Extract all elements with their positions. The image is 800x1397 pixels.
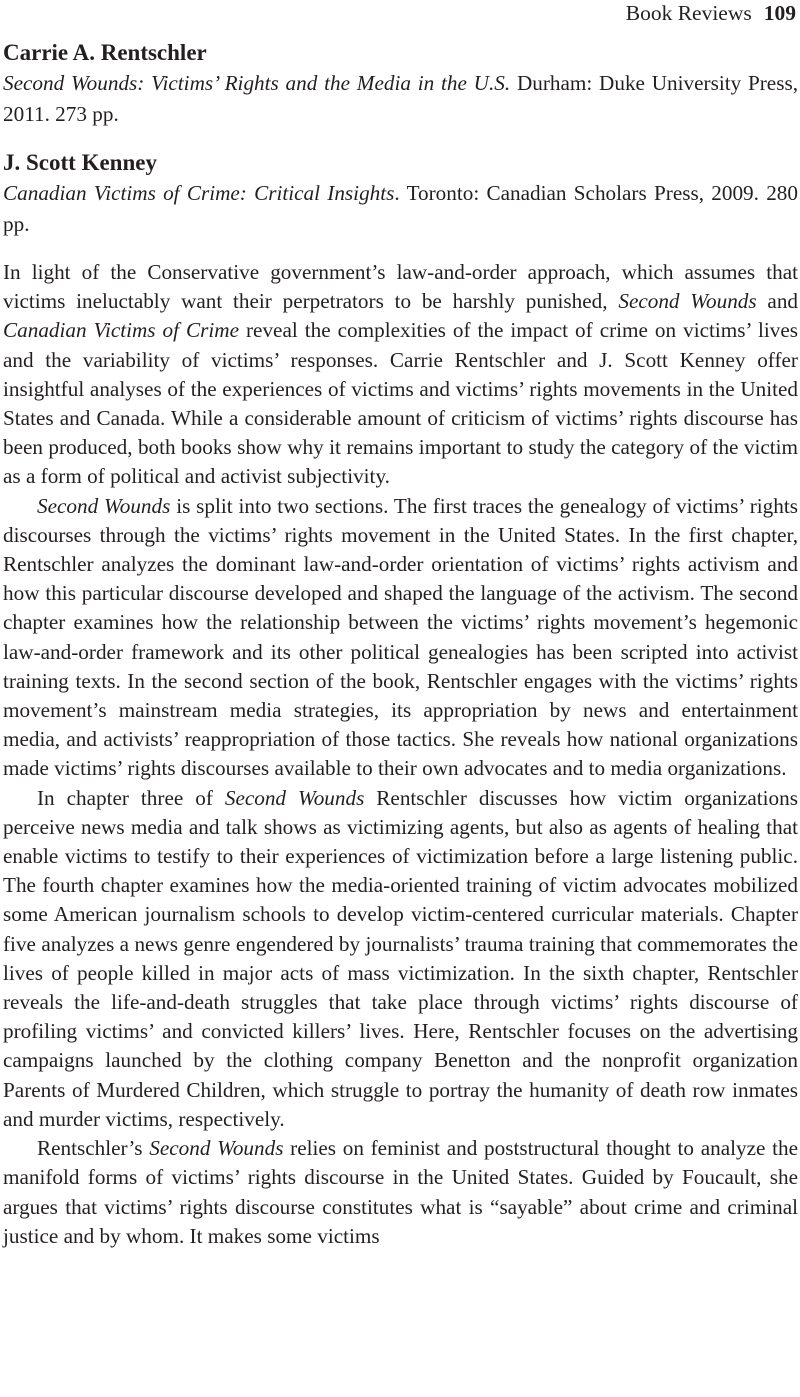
book-title: Canadian Victims of Crime: Critical Insights: [3, 181, 395, 205]
running-header-section: Book Reviews: [625, 1, 752, 25]
book-author: Carrie A. Rentschler: [3, 40, 207, 65]
running-header: [626, 0, 796, 26]
body-paragraph: [3, 784, 798, 1134]
book-entry-rentschler: [3, 38, 798, 130]
italic-book-title: Second Wounds: [149, 1136, 284, 1161]
text-run: and: [756, 289, 799, 314]
body-paragraph: [3, 258, 798, 492]
page-number: 109: [763, 1, 796, 25]
book-citation: [3, 68, 798, 130]
text-run: Rentschler discusses how victim organizations perceive news media and talk shows as victimizing agents, but also as agents of healing that enable victims to testify to their experiences of victimization before a large listening public. The fourth chapter examines how the media-oriented training of victim advocates mobilized some American journalism schools to develop victim-centered curricular materials. Chapter five analyzes a news genre engendered by journalists’ trauma training that commemorates the lives of people killed in major acts of mass victimization. In the sixth chapter, Rentschler reveals the life-and-death struggles that take place through victims’ rights discourse of profiling victims’ and convicted killers’ lives. Here, Rentschler focuses on the advertising campaigns launched by the clothing company Benetton and the nonprofit organization Parents of Murdered Children, which struggle to portray the humanity of death row inmates and murder victims, respectively.: [3, 785, 798, 1131]
text-run: reveal the complexities of the impact of crime on victims’ lives and the variability of victims’ responses. Carrie Rentschler and J. Scott Kenney offer insightful analyses of the experiences of victims and victims’ rights movements in the United States and Canada. While a considerable amount of criticism of victims’ rights discourse has been produced, both books show why it remains important to study the category of the victim as a form of political and activist subjectivity.: [3, 318, 798, 489]
italic-book-title: Second Wounds: [37, 493, 171, 518]
text-run: is split into two sections. The first traces the genealogy of victims’ rights discourses through the victims’ rights movement in the United States. In the first chapter, Rentschler analyzes the dominant law-and-order orientation of victims’ rights activism and how this particular discourse developed and shaped the language of the activism. The second chapter examines how the relationship between the victims’ rights movement’s hegemonic law-and-order framework and its other political genealogies has been scripted into activist training texts. In the second section of the book, Rentschler engages with the victims’ rights movement’s mainstream media strategies, its appropriation by news and entertainment media, and activists’ reappropriation of those tactics. She reveals how national organizations made victims’ rights discourses available to their own advocates and to media organizations.: [3, 493, 798, 781]
body-paragraph: [3, 492, 798, 784]
book-title: Second Wounds: Victims’ Rights and the Media in the U.S.: [3, 71, 511, 95]
italic-book-title: Canadian Victims of Crime: [3, 318, 239, 343]
text-run: In chapter three of: [37, 785, 225, 810]
text-run: relies on feminist and poststructural thought to analyze the manifold forms of victims’ rights discourse in the United States. Guided by Foucault, she argues that victims’ rights discourse constitutes what is “sayable” about crime and criminal justice and by whom. It makes some victims: [3, 1136, 798, 1248]
review-page: [3, 38, 798, 1251]
italic-book-title: Second Wounds: [224, 785, 365, 810]
book-publication: . Toronto: Canadian Scholars Press, 2009. 280 pp.: [3, 181, 798, 236]
review-body: [3, 258, 798, 1251]
text-run: In light of the Conservative government’s law-and-order approach, which assumes that victims ineluctably want their perpetrators to be harshly punished,: [3, 260, 798, 314]
text-run: Rentschler’s: [37, 1136, 150, 1161]
book-entry-kenney: [3, 148, 798, 240]
italic-book-title: Second Wounds: [618, 289, 757, 314]
book-publication: Durham: Duke University Press, 2011. 273 pp.: [3, 71, 798, 126]
book-author: J. Scott Kenney: [3, 150, 157, 175]
book-citation: [3, 178, 798, 240]
body-paragraph: [3, 1134, 798, 1251]
